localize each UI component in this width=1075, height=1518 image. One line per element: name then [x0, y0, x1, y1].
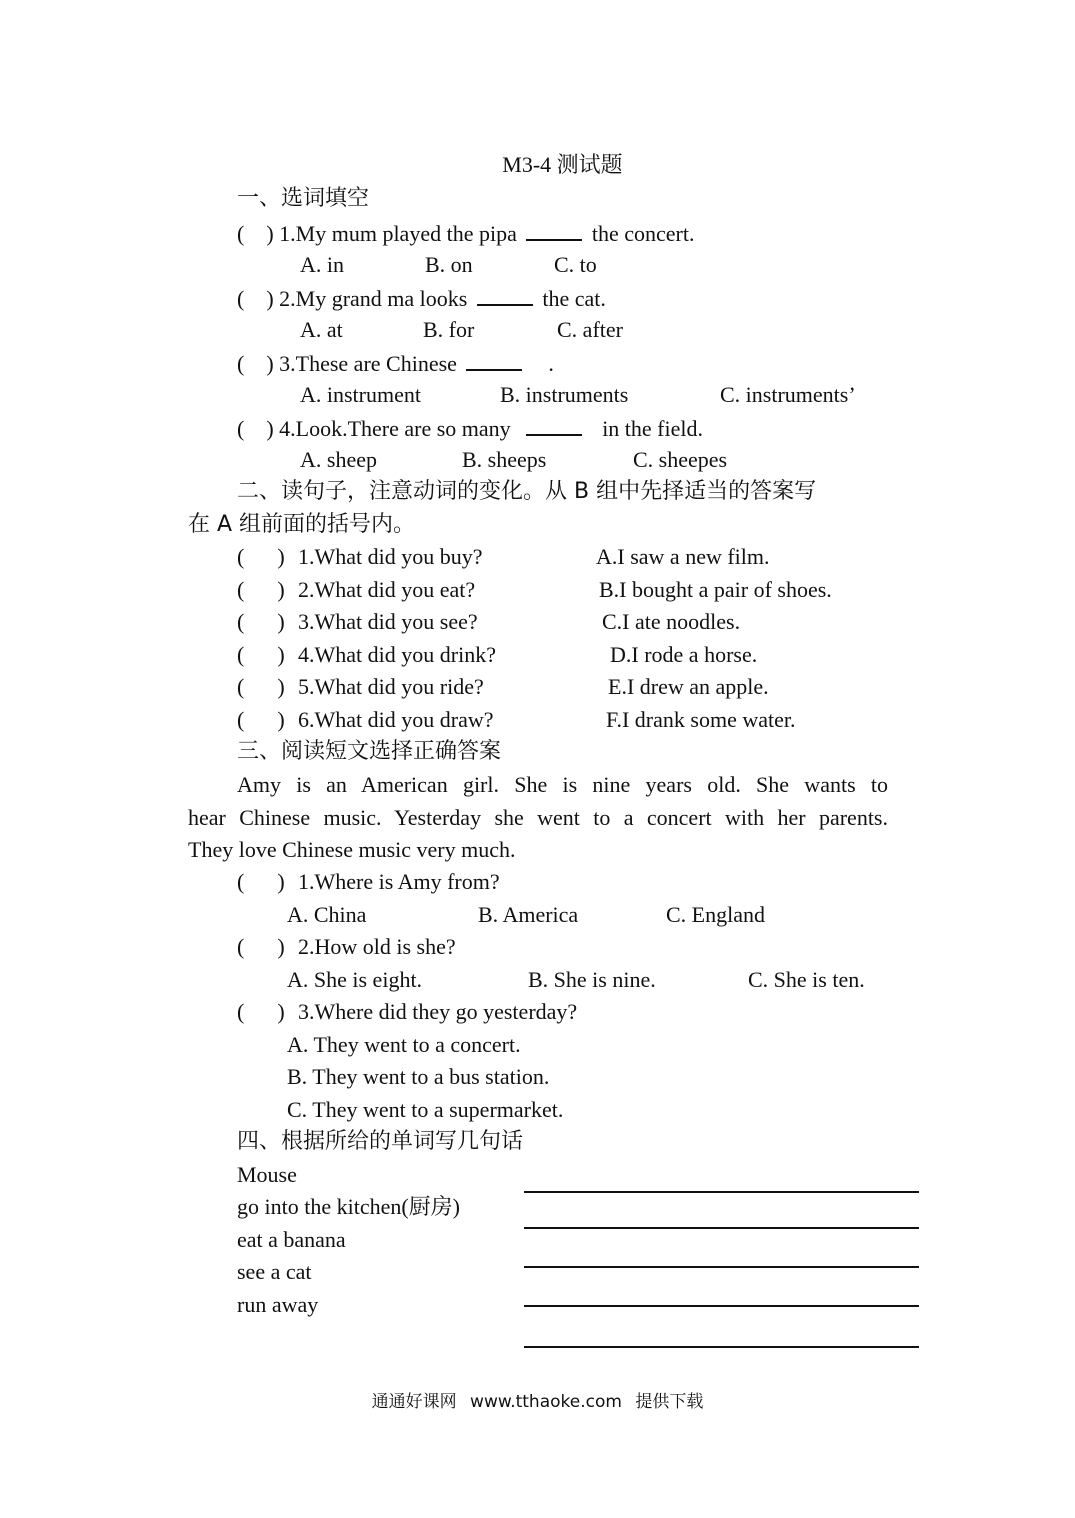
answer-blank[interactable]	[477, 282, 533, 306]
s3-paren[interactable]: ( )	[237, 999, 285, 1024]
page-title: M3-4 测试题	[502, 152, 623, 177]
s2-paren[interactable]: ( )	[237, 577, 285, 602]
passage-line-2: hear Chinese music. Yesterday she went to a concert with her parents.	[188, 804, 888, 830]
footer	[0, 1390, 1075, 1414]
s2-question: 2.What did you eat?	[298, 577, 476, 602]
s2-answer: E.I drew an apple.	[608, 674, 769, 699]
s1-q2-after: the cat.	[542, 286, 606, 311]
section-2-heading-cont: 在 A 组前面的括号内。	[188, 512, 416, 537]
s2-paren[interactable]: ( )	[237, 642, 285, 667]
s2-answer: F.I drank some water.	[606, 707, 796, 732]
footer-site-name: 通通好课网	[371, 1392, 457, 1412]
reading-passage	[188, 769, 888, 867]
word-prompt: eat a banana	[237, 1227, 346, 1252]
s2-paren[interactable]: ( )	[237, 609, 285, 634]
s1-question-2: ( ) 2.My grand ma looks the cat.	[237, 282, 606, 314]
passage-line-3: They love Chinese music very much.	[188, 837, 516, 862]
s2-question: 1.What did you buy?	[298, 544, 483, 569]
s2-paren[interactable]: ( )	[237, 674, 285, 699]
s2-question: 6.What did you draw?	[298, 707, 494, 732]
s1-q4-option-c: C. sheepes	[633, 447, 728, 472]
s3-question-3: 3.Where did they go yesterday?	[298, 999, 578, 1024]
section-3-heading: 三、阅读短文选择正确答案	[237, 739, 502, 764]
s1-q1-option-b: B. on	[425, 252, 473, 277]
s1-q3-after: .	[548, 351, 554, 376]
s3-q1-option-c: C. England	[666, 902, 765, 927]
s3-question-2: 2.How old is she?	[298, 934, 456, 959]
s1-q2-num: 2.	[279, 286, 296, 311]
s3-q1-option-a: A. China	[287, 902, 367, 927]
s1-question-3: ( ) 3.These are Chinese .	[237, 347, 554, 379]
section-1-heading: 一、选词填空	[237, 186, 370, 211]
s1-q4-option-a: A. sheep	[300, 447, 377, 472]
s3-paren[interactable]: ( )	[237, 934, 285, 959]
s3-q3-option-b: B. They went to a bus station.	[287, 1064, 550, 1089]
s2-paren[interactable]: ( )	[237, 544, 285, 569]
s3-q3-option-c: C. They went to a supermarket.	[287, 1097, 564, 1122]
s1-question-1: ( ) 1.My mum played the pipa the concert.	[237, 217, 694, 249]
section-4-heading: 四、根据所给的单词写几句话	[237, 1129, 524, 1154]
s2-question: 3.What did you see?	[298, 609, 478, 634]
s1-q1-option-c: C. to	[554, 252, 597, 277]
footer-url[interactable]: www.tthaoke.com	[470, 1392, 622, 1412]
s1-q3-option-b: B. instruments	[500, 382, 629, 407]
word-prompt: run away	[237, 1292, 319, 1317]
s1-q4-option-b: B. sheeps	[462, 447, 547, 472]
s2-question: 4.What did you drink?	[298, 642, 496, 667]
writing-line[interactable]	[524, 1305, 919, 1307]
s2-answer: A.I saw a new film.	[596, 544, 770, 569]
s1-q3-num: 3.	[279, 351, 296, 376]
s3-q1-option-b: B. America	[478, 902, 579, 927]
writing-line[interactable]	[524, 1266, 919, 1268]
s1-q1-num: 1.	[279, 221, 296, 246]
s2-answer: C.I ate noodles.	[602, 609, 741, 634]
s1-q3-before: These are Chinese	[295, 351, 457, 376]
s1-q3-option-a: A. instrument	[300, 382, 421, 407]
s2-answer: B.I bought a pair of shoes.	[599, 577, 832, 602]
s1-q1-option-a: A. in	[300, 252, 344, 277]
answer-blank[interactable]	[526, 412, 582, 436]
s1-question-4: ( ) 4.Look.There are so many in the field.	[237, 412, 703, 444]
s3-q2-option-a: A. She is eight.	[287, 967, 423, 992]
s2-question: 5.What did you ride?	[298, 674, 484, 699]
s1-q3-option-c: C. instruments’	[720, 382, 856, 407]
answer-blank[interactable]	[466, 347, 522, 371]
s1-q4-before: Look.There are so many	[295, 416, 511, 441]
s3-question-1: 1.Where is Amy from?	[298, 869, 500, 894]
section-2-heading: 二、读句子，注意动词的变化。从 B 组中先择适当的答案写	[237, 479, 817, 504]
s1-q2-option-c: C. after	[557, 317, 623, 342]
s1-q2-before: My grand ma looks	[295, 286, 468, 311]
s2-paren[interactable]: ( )	[237, 707, 285, 732]
word-prompt: go into the kitchen(厨房)	[237, 1194, 461, 1219]
s1-q4-after: in the field.	[602, 416, 703, 441]
word-prompt: Mouse	[237, 1162, 297, 1187]
s3-paren[interactable]: ( )	[237, 869, 285, 894]
s1-q1-after: the concert.	[591, 221, 695, 246]
writing-line[interactable]	[524, 1346, 919, 1348]
s3-q3-option-a: A. They went to a concert.	[287, 1032, 521, 1057]
answer-blank[interactable]	[526, 217, 582, 241]
s1-q2-option-b: B. for	[423, 317, 475, 342]
s1-q2-option-a: A. at	[300, 317, 343, 342]
writing-line[interactable]	[524, 1227, 919, 1229]
s3-q2-option-c: C. She is ten.	[748, 967, 865, 992]
s3-q2-option-b: B. She is nine.	[528, 967, 656, 992]
writing-line[interactable]	[524, 1191, 919, 1193]
s1-q4-num: 4.	[279, 416, 296, 441]
s2-answer: D.I rode a horse.	[610, 642, 758, 667]
s1-q1-before: My mum played the pipa	[295, 221, 517, 246]
footer-suffix: 提供下载	[635, 1392, 704, 1412]
word-prompt: see a cat	[237, 1259, 312, 1284]
passage-line-1: Amy is an American girl. She is nine years old. She wants to	[237, 772, 888, 797]
